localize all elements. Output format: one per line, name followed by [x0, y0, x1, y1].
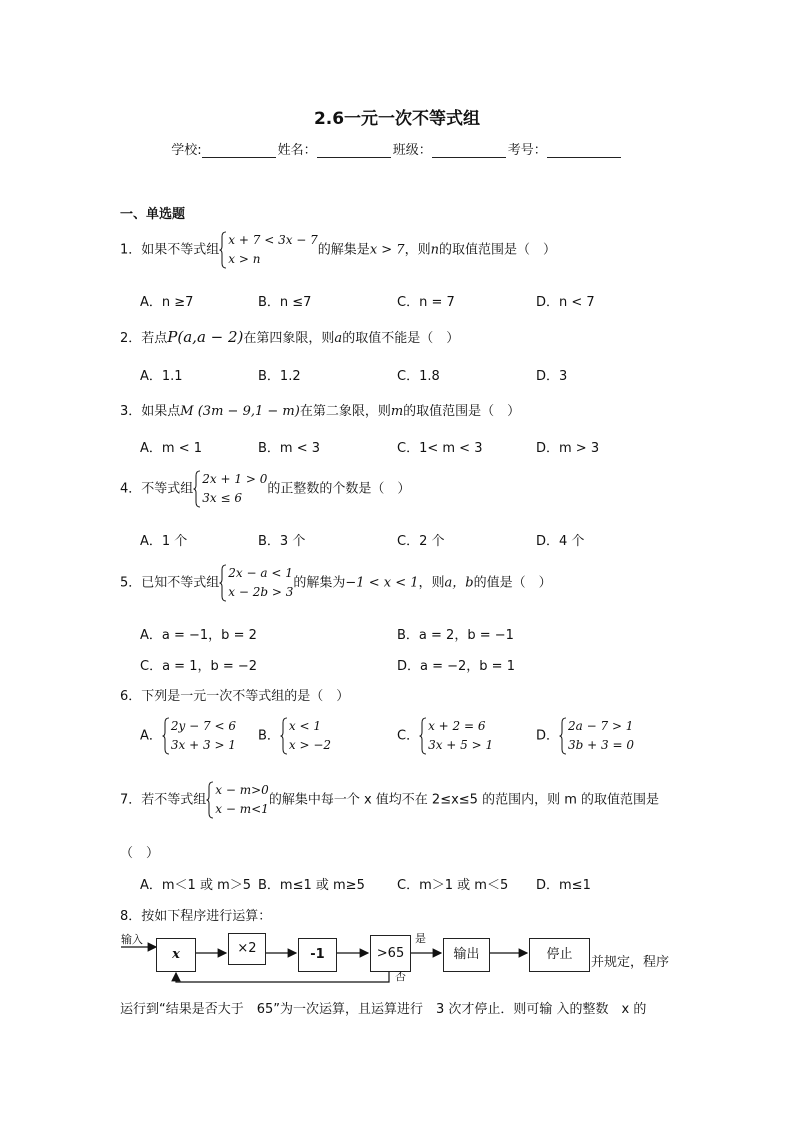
math-expression: m [390, 404, 404, 419]
system-line: 2a − 7 > 1 [568, 719, 634, 733]
system-line: x − m<1 [215, 802, 269, 816]
option-d[interactable]: D．n < 7 [536, 295, 595, 310]
question-number: 4． [120, 481, 142, 497]
question-text: 的正整数的个数是（ ） [267, 481, 411, 497]
math-expression: P(a,a − 2) [167, 328, 244, 346]
option-c[interactable]: C．m＞1 或 m＜5 [397, 878, 509, 893]
option-c[interactable]: C．a = 1，b = −2 [140, 659, 258, 674]
question-text: 的值是（ ） [473, 575, 552, 591]
system-line: x + 2 = 6 [428, 719, 486, 733]
question-text: 不等式组 [141, 481, 194, 497]
system-line: x − 2b > 3 [228, 585, 294, 599]
math-expression: −1 < x < 1 [345, 575, 419, 591]
question-7-paren: （ ） [120, 846, 160, 861]
flow-input-label: 输入 [121, 933, 143, 946]
system-line: 3x + 5 > 1 [428, 738, 494, 752]
question-text: 若不等式组 [141, 792, 207, 808]
question-text: 若点 [141, 331, 168, 346]
question-number: 3． [120, 404, 142, 419]
question-number: 5． [120, 575, 142, 591]
system-line: 2y − 7 < 6 [170, 719, 236, 733]
question-text: 的解集中每一个 x 值均不在 2≤x≤5 的范围内，则 m 的取值范围是 [268, 792, 659, 808]
flow-box-compare: >65 [370, 935, 411, 972]
system-line: 2x + 1 > 0 [202, 472, 268, 486]
option-c[interactable]: C．n = 7 [397, 295, 455, 310]
option-label: A． [140, 728, 162, 744]
question-text: ，则 [404, 242, 431, 258]
class-label: 班级： [392, 143, 432, 158]
flow-box-stop: 停止 [529, 938, 590, 972]
option-b[interactable]: B．n ≤7 [258, 295, 312, 310]
option-label: C． [397, 728, 420, 744]
option-d[interactable]: D．a = −2，b = 1 [397, 659, 515, 674]
question-number: 2． [120, 331, 142, 346]
math-expression: M (3m − 9,1 − m) [180, 404, 300, 419]
question-text: 的取值范围是（ ） [438, 242, 556, 258]
question-text: 下列是一元一次不等式组的是（ ） [141, 689, 350, 704]
question-text: 如果点 [141, 404, 181, 419]
question-8-last-line: 运行到“结果是否大于 65”为一次运算，且运算进行 3 次才停止．则可输 入的整数 x 的 [120, 1002, 647, 1017]
system-line: 2x − a < 1 [228, 566, 293, 580]
system-line: x + 7 < 3x − 7 [228, 233, 318, 247]
option-c[interactable]: C．2 个 [397, 534, 445, 549]
option-a[interactable]: A．m < 1 [140, 441, 202, 456]
question-number: 1． [120, 242, 142, 258]
flow-box-subtract: -1 [298, 938, 337, 972]
option-b[interactable]: B．3 个 [258, 534, 306, 549]
math-expression: a [334, 331, 343, 346]
question-text: 在第二象限，则 [299, 404, 391, 419]
question-number: 6． [120, 689, 142, 704]
question-8-continuation: 并规定，程序 [591, 955, 670, 970]
option-label: B． [258, 728, 280, 744]
question-number: 8． [120, 909, 142, 924]
option-a[interactable]: A．1 个 [140, 534, 188, 549]
option-a[interactable]: A．a = −1，b = 2 [140, 628, 257, 643]
question-text: 在第四象限，则 [243, 331, 335, 346]
option-label: D． [536, 728, 560, 744]
system-line: x − m>0 [215, 783, 269, 797]
option-d[interactable]: D．m > 3 [536, 441, 600, 456]
math-expression: x > 7 [369, 242, 405, 258]
option-d[interactable]: D．m≤1 [536, 878, 591, 893]
option-d[interactable]: D．3 [536, 369, 568, 384]
option-a[interactable]: A．n ≥7 [140, 295, 194, 310]
question-text: 的解集是 [317, 242, 370, 258]
name-label: 姓名： [277, 143, 317, 158]
flow-box-multiply: ×2 [228, 933, 266, 965]
page-title: 2.6一元一次不等式组 [313, 109, 481, 129]
question-text: 的取值不能是（ ） [342, 331, 460, 346]
option-b[interactable]: B．m≤1 或 m≥5 [258, 878, 365, 893]
option-b[interactable]: B．a = 2，b = −1 [397, 628, 514, 643]
math-expression: n [430, 242, 439, 258]
question-text: ，则 [418, 575, 445, 591]
flow-box-output: 输出 [443, 938, 490, 972]
option-b[interactable]: B．1.2 [258, 369, 301, 384]
option-d[interactable]: D．4 个 [536, 534, 585, 549]
option-b[interactable]: B．m < 3 [258, 441, 321, 456]
system-line: x > −2 [288, 738, 332, 752]
question-text: 的取值范围是（ ） [403, 404, 521, 419]
question-number: 7． [120, 792, 142, 808]
option-c[interactable]: C．1.8 [397, 369, 440, 384]
option-c[interactable]: C．1< m < 3 [397, 441, 483, 456]
flow-yes-label: 是 [415, 932, 426, 945]
option-a[interactable]: A．m＜1 或 m＞5 [140, 878, 252, 893]
section-heading: 一、单选题 [120, 207, 186, 222]
question-text: 如果不等式组 [141, 242, 220, 258]
system-line: 3b + 3 = 0 [568, 738, 634, 752]
option-a[interactable]: A．1.1 [140, 369, 183, 384]
question-text: 已知不等式组 [141, 575, 220, 591]
flow-no-label: 否 [395, 970, 406, 983]
flow-box-x: x [156, 938, 196, 972]
question-text: 按如下程序进行运算： [141, 909, 272, 924]
system-line: 3x + 3 > 1 [170, 738, 236, 752]
question-text: 的解集为 [293, 575, 346, 591]
system-line: x > n [228, 252, 261, 266]
system-line: 3x ≤ 6 [202, 491, 243, 505]
school-label: 学校: [171, 143, 202, 158]
number-label: 考号： [507, 143, 547, 158]
math-expression: a，b [444, 575, 474, 591]
system-line: x < 1 [288, 719, 322, 733]
